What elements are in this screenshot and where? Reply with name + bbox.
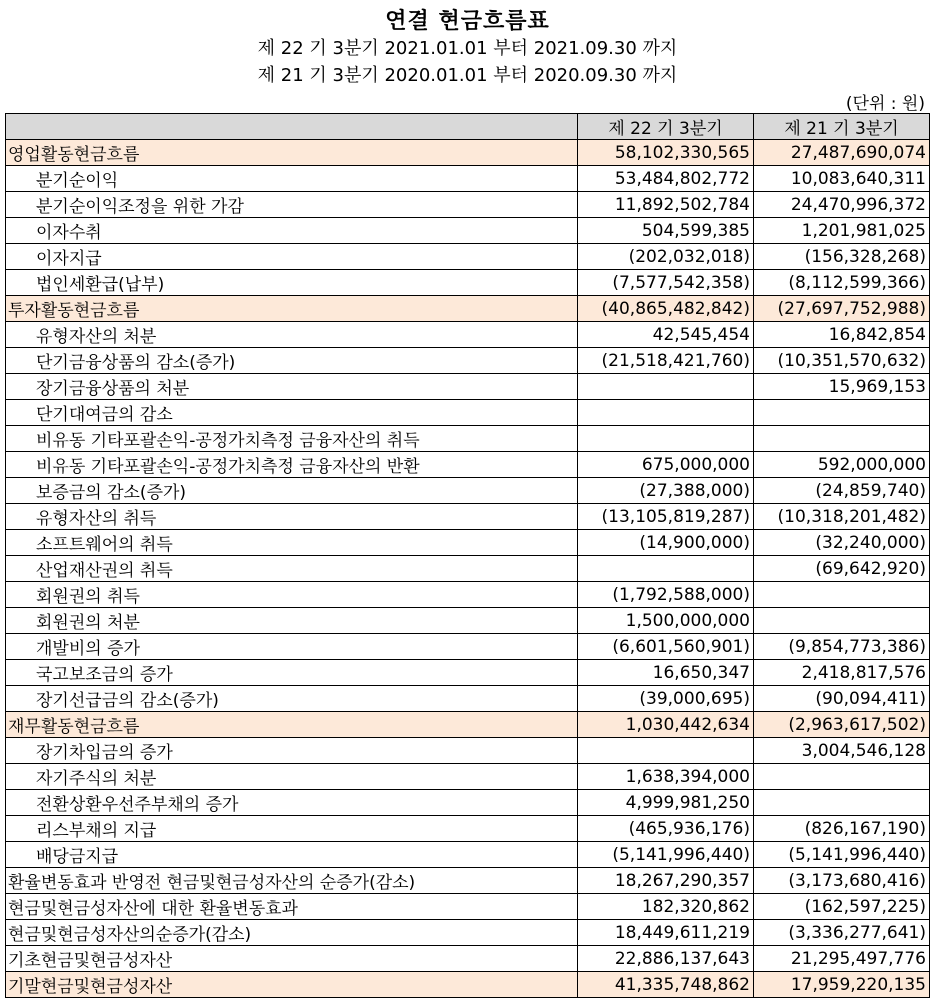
row-label: 영업활동현금흐름 bbox=[6, 140, 578, 166]
row-label: 단기대여금의 감소 bbox=[6, 400, 578, 426]
table-row bbox=[6, 478, 930, 504]
row-value-prior: (9,854,773,386) bbox=[754, 634, 930, 660]
row-label: 현금및현금성자산에 대한 환율변동효과 bbox=[6, 894, 578, 920]
period-current: 제 22 기 3분기 2021.01.01 부터 2021.09.30 까지 bbox=[257, 38, 678, 59]
table-row bbox=[6, 790, 930, 816]
row-value-current: (6,601,560,901) bbox=[578, 634, 754, 660]
unit-label: (단위 : 원) bbox=[845, 94, 925, 114]
table-row bbox=[6, 738, 930, 764]
row-value-prior: 17,959,220,135 bbox=[754, 972, 930, 998]
row-label: 전환상환우선주부채의 증가 bbox=[6, 790, 578, 816]
table-row bbox=[6, 296, 930, 322]
row-value-current: 16,650,347 bbox=[578, 660, 754, 686]
row-label: 산업재산권의 취득 bbox=[6, 556, 578, 582]
report-title: 연결 현금흐름표 bbox=[385, 9, 550, 34]
row-label: 재무활동현금흐름 bbox=[6, 712, 578, 738]
row-label: 소프트웨어의 취득 bbox=[6, 530, 578, 556]
row-value-current: (14,900,000) bbox=[578, 530, 754, 556]
row-value-current: 1,500,000,000 bbox=[578, 608, 754, 634]
row-value-current: 1,638,394,000 bbox=[578, 764, 754, 790]
table-row bbox=[6, 192, 930, 218]
table-row bbox=[6, 634, 930, 660]
row-label: 분기순이익조정을 위한 가감 bbox=[6, 192, 578, 218]
row-label: 이자지급 bbox=[6, 244, 578, 270]
table-row bbox=[6, 582, 930, 608]
table-row bbox=[6, 452, 930, 478]
row-label: 투자활동현금흐름 bbox=[6, 296, 578, 322]
row-value-current: (1,792,588,000) bbox=[578, 582, 754, 608]
period-prior: 제 21 기 3분기 2020.01.01 부터 2020.09.30 까지 bbox=[257, 65, 678, 86]
row-value-current: (13,105,819,287) bbox=[578, 504, 754, 530]
row-value-prior bbox=[754, 582, 930, 608]
table-row bbox=[6, 608, 930, 634]
row-value-prior: (10,351,570,632) bbox=[754, 348, 930, 374]
row-value-prior bbox=[754, 400, 930, 426]
row-value-prior: (10,318,201,482) bbox=[754, 504, 930, 530]
row-value-current: (21,518,421,760) bbox=[578, 348, 754, 374]
row-value-current: 4,999,981,250 bbox=[578, 790, 754, 816]
row-value-current: (40,865,482,842) bbox=[578, 296, 754, 322]
row-value-current: (202,032,018) bbox=[578, 244, 754, 270]
row-label: 기말현금및현금성자산 bbox=[6, 972, 578, 998]
row-value-current bbox=[578, 400, 754, 426]
table-row bbox=[6, 816, 930, 842]
header-prior-period: 제 21 기 3분기 bbox=[754, 114, 930, 140]
row-value-prior bbox=[754, 764, 930, 790]
row-value-prior: (2,963,617,502) bbox=[754, 712, 930, 738]
row-value-current: 182,320,862 bbox=[578, 894, 754, 920]
row-value-current: (7,577,542,358) bbox=[578, 270, 754, 296]
row-label: 유형자산의 처분 bbox=[6, 322, 578, 348]
table-row bbox=[6, 400, 930, 426]
row-value-prior: (32,240,000) bbox=[754, 530, 930, 556]
row-value-prior: (826,167,190) bbox=[754, 816, 930, 842]
row-label: 회원권의 취득 bbox=[6, 582, 578, 608]
table-row bbox=[6, 348, 930, 374]
row-value-current bbox=[578, 556, 754, 582]
table-row bbox=[6, 868, 930, 894]
row-value-prior: 1,201,981,025 bbox=[754, 218, 930, 244]
table-row bbox=[6, 270, 930, 296]
row-label: 현금및현금성자산의순증가(감소) bbox=[6, 920, 578, 946]
row-value-current: 42,545,454 bbox=[578, 322, 754, 348]
row-value-current: 53,484,802,772 bbox=[578, 166, 754, 192]
table-row bbox=[6, 530, 930, 556]
table-row bbox=[6, 712, 930, 738]
row-value-prior bbox=[754, 608, 930, 634]
row-value-prior: (156,328,268) bbox=[754, 244, 930, 270]
row-value-prior bbox=[754, 790, 930, 816]
row-label: 장기선급금의 감소(증가) bbox=[6, 686, 578, 712]
row-value-prior: 592,000,000 bbox=[754, 452, 930, 478]
table-row bbox=[6, 894, 930, 920]
row-value-prior: (90,094,411) bbox=[754, 686, 930, 712]
table-row bbox=[6, 972, 930, 998]
row-label: 배당금지급 bbox=[6, 842, 578, 868]
row-value-prior: (27,697,752,988) bbox=[754, 296, 930, 322]
table-body bbox=[6, 140, 930, 998]
row-value-current: 58,102,330,565 bbox=[578, 140, 754, 166]
row-label: 장기금융상품의 처분 bbox=[6, 374, 578, 400]
row-label: 보증금의 감소(증가) bbox=[6, 478, 578, 504]
row-label: 회원권의 처분 bbox=[6, 608, 578, 634]
row-value-current: (39,000,695) bbox=[578, 686, 754, 712]
row-label: 기초현금및현금성자산 bbox=[6, 946, 578, 972]
row-value-prior: 15,969,153 bbox=[754, 374, 930, 400]
table-row bbox=[6, 556, 930, 582]
row-value-current: (465,936,176) bbox=[578, 816, 754, 842]
table-row bbox=[6, 946, 930, 972]
row-value-prior: (162,597,225) bbox=[754, 894, 930, 920]
row-value-current: 11,892,502,784 bbox=[578, 192, 754, 218]
row-value-current: 41,335,748,862 bbox=[578, 972, 754, 998]
row-label: 분기순이익 bbox=[6, 166, 578, 192]
row-value-current: 18,449,611,219 bbox=[578, 920, 754, 946]
row-label: 리스부채의 지급 bbox=[6, 816, 578, 842]
row-value-current: 1,030,442,634 bbox=[578, 712, 754, 738]
table-row bbox=[6, 166, 930, 192]
row-label: 자기주식의 처분 bbox=[6, 764, 578, 790]
row-value-current: 22,886,137,643 bbox=[578, 946, 754, 972]
header-account bbox=[6, 114, 578, 140]
header-current-period: 제 22 기 3분기 bbox=[578, 114, 754, 140]
row-value-current bbox=[578, 738, 754, 764]
row-value-prior: (5,141,996,440) bbox=[754, 842, 930, 868]
table-row bbox=[6, 140, 930, 166]
table-row bbox=[6, 426, 930, 452]
row-value-current: 504,599,385 bbox=[578, 218, 754, 244]
row-label: 유형자산의 취득 bbox=[6, 504, 578, 530]
row-value-prior: 3,004,546,128 bbox=[754, 738, 930, 764]
row-value-current bbox=[578, 374, 754, 400]
row-value-prior: (8,112,599,366) bbox=[754, 270, 930, 296]
row-value-current: (27,388,000) bbox=[578, 478, 754, 504]
table-row bbox=[6, 244, 930, 270]
row-label: 환율변동효과 반영전 현금및현금성자산의 순증가(감소) bbox=[6, 868, 578, 894]
table-row bbox=[6, 218, 930, 244]
row-value-prior: 24,470,996,372 bbox=[754, 192, 930, 218]
table-row bbox=[6, 322, 930, 348]
row-label: 단기금융상품의 감소(증가) bbox=[6, 348, 578, 374]
table-row bbox=[6, 660, 930, 686]
row-value-prior: (3,173,680,416) bbox=[754, 868, 930, 894]
table-row bbox=[6, 764, 930, 790]
row-value-prior: 21,295,497,776 bbox=[754, 946, 930, 972]
table-row bbox=[6, 504, 930, 530]
row-value-current: 675,000,000 bbox=[578, 452, 754, 478]
row-label: 이자수취 bbox=[6, 218, 578, 244]
row-value-current bbox=[578, 426, 754, 452]
row-label: 비유동 기타포괄손익-공정가치측정 금융자산의 취득 bbox=[6, 426, 578, 452]
row-label: 비유동 기타포괄손익-공정가치측정 금융자산의 반환 bbox=[6, 452, 578, 478]
row-value-prior: 16,842,854 bbox=[754, 322, 930, 348]
row-value-current: 18,267,290,357 bbox=[578, 868, 754, 894]
table-row bbox=[6, 374, 930, 400]
cash-flow-table bbox=[5, 113, 930, 998]
row-value-prior: (24,859,740) bbox=[754, 478, 930, 504]
row-label: 장기차입금의 증가 bbox=[6, 738, 578, 764]
row-value-prior: (69,642,920) bbox=[754, 556, 930, 582]
row-value-current: (5,141,996,440) bbox=[578, 842, 754, 868]
row-value-prior: 27,487,690,074 bbox=[754, 140, 930, 166]
header-row bbox=[6, 114, 930, 140]
row-value-prior: (3,336,277,641) bbox=[754, 920, 930, 946]
table-row bbox=[6, 920, 930, 946]
table-row bbox=[6, 842, 930, 868]
row-label: 국고보조금의 증가 bbox=[6, 660, 578, 686]
row-value-prior bbox=[754, 426, 930, 452]
row-label: 법인세환급(납부) bbox=[6, 270, 578, 296]
table-row bbox=[6, 686, 930, 712]
row-label: 개발비의 증가 bbox=[6, 634, 578, 660]
row-value-prior: 10,083,640,311 bbox=[754, 166, 930, 192]
row-value-prior: 2,418,817,576 bbox=[754, 660, 930, 686]
